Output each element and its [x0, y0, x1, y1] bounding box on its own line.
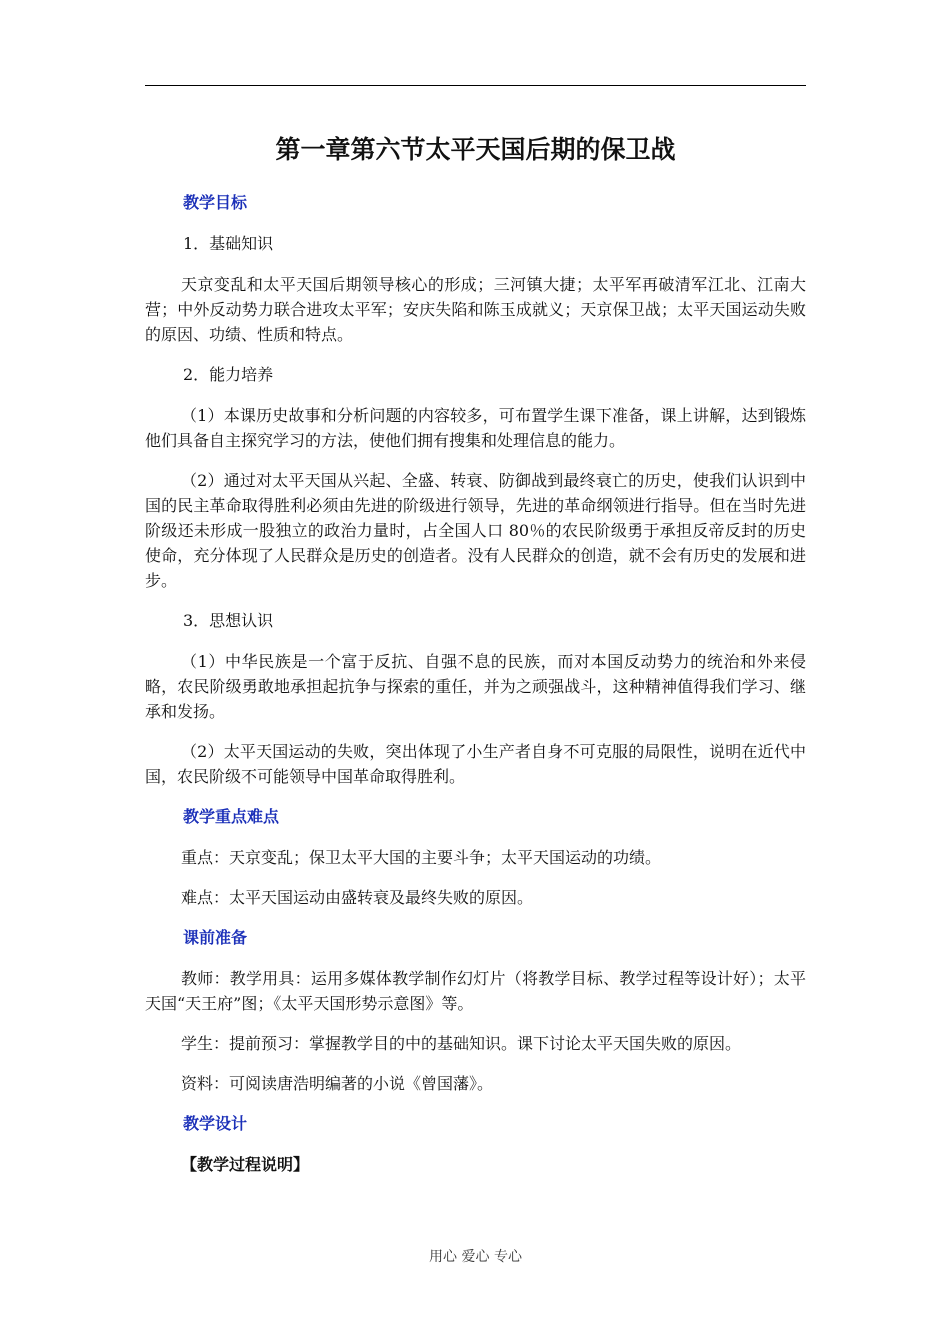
paragraph-materials: 资料：可阅读唐浩明编著的小说《曾国藩》。 — [181, 1074, 494, 1093]
paragraph-student-prep: 学生：提前预习：掌握教学目的中的基础知识。课下讨论太平天国失败的原因。 — [181, 1034, 742, 1053]
section-heading-design: 教学设计 — [183, 1114, 248, 1133]
paragraph-ability-1: （1）本课历史故事和分析问题的内容较多，可布置学生课下准备，课上讲解，达到锻炼他们具备自主探究学习的方法，使他们拥有搜集和处理信息的能力。 — [145, 406, 806, 450]
paragraph-focus: 重点：天京变乱；保卫太平大国的主要斗争；太平天国运动的功绩。 — [181, 848, 662, 867]
document-page — [145, 0, 806, 1344]
section-heading-preparation: 课前准备 — [183, 928, 248, 947]
page-footer: 用心 爱心 专心 — [429, 1249, 522, 1265]
paragraph-difficulty: 难点：太平天国运动由盛转衰及最终失败的原因。 — [181, 888, 534, 907]
paragraph-thought-2: （2）太平天国运动的失败，突出体现了小生产者自身不可克服的局限性，说明在近代中国，农民阶级不可能领导中国革命取得胜利。 — [145, 742, 806, 786]
paragraph-ability-2: （2）通过对太平天国从兴起、全盛、转衰、防御战到最终衰亡的历史，使我们认识到中国的民主革命取得胜利必须由先进的阶级进行领导，先进的革命纲领进行指导。但在当时先进阶级还未形成一股独立的政治力量时，占全国人口 80％的农民阶级勇于承担反帝反封的历史使命，充分体现了人民群众是历史的创造者。没有人民群众的创造，就不会有历史的发展和进步。 — [145, 471, 806, 590]
paragraph-teacher-prep: 教师：教学用具：运用多媒体教学制作幻灯片（将教学目标、教学过程等设计好）；太平天国“天王府”图；《太平天国形势示意图》等。 — [145, 969, 806, 1013]
subheading-thought: 3．思想认识 — [183, 611, 274, 630]
page-title: 第一章第六节太平天国后期的保卫战 — [275, 135, 676, 164]
header-rule — [145, 85, 806, 86]
section-heading-key-points: 教学重点难点 — [183, 807, 280, 826]
subheading-ability: 2．能力培养 — [183, 365, 274, 384]
subheading-process: 【教学过程说明】 — [181, 1155, 310, 1174]
subheading-basic-knowledge: 1．基础知识 — [183, 234, 274, 253]
paragraph-basic-knowledge: 天京变乱和太平天国后期领导核心的形成；三河镇大捷；太平军再破清军江北、江南大营；中外反动势力联合进攻太平军；安庆失陷和陈玉成就义；天京保卫战；太平天国运动失败的原因、功绩、性质和特点。 — [145, 275, 806, 344]
paragraph-thought-1: （1）中华民族是一个富于反抗、自强不息的民族，而对本国反动势力的统治和外来侵略，农民阶级勇敢地承担起抗争与探索的重任，并为之顽强战斗，这种精神值得我们学习、继承和发扬。 — [145, 652, 806, 721]
section-heading-goals: 教学目标 — [183, 193, 248, 212]
document-body — [145, 190, 806, 1178]
